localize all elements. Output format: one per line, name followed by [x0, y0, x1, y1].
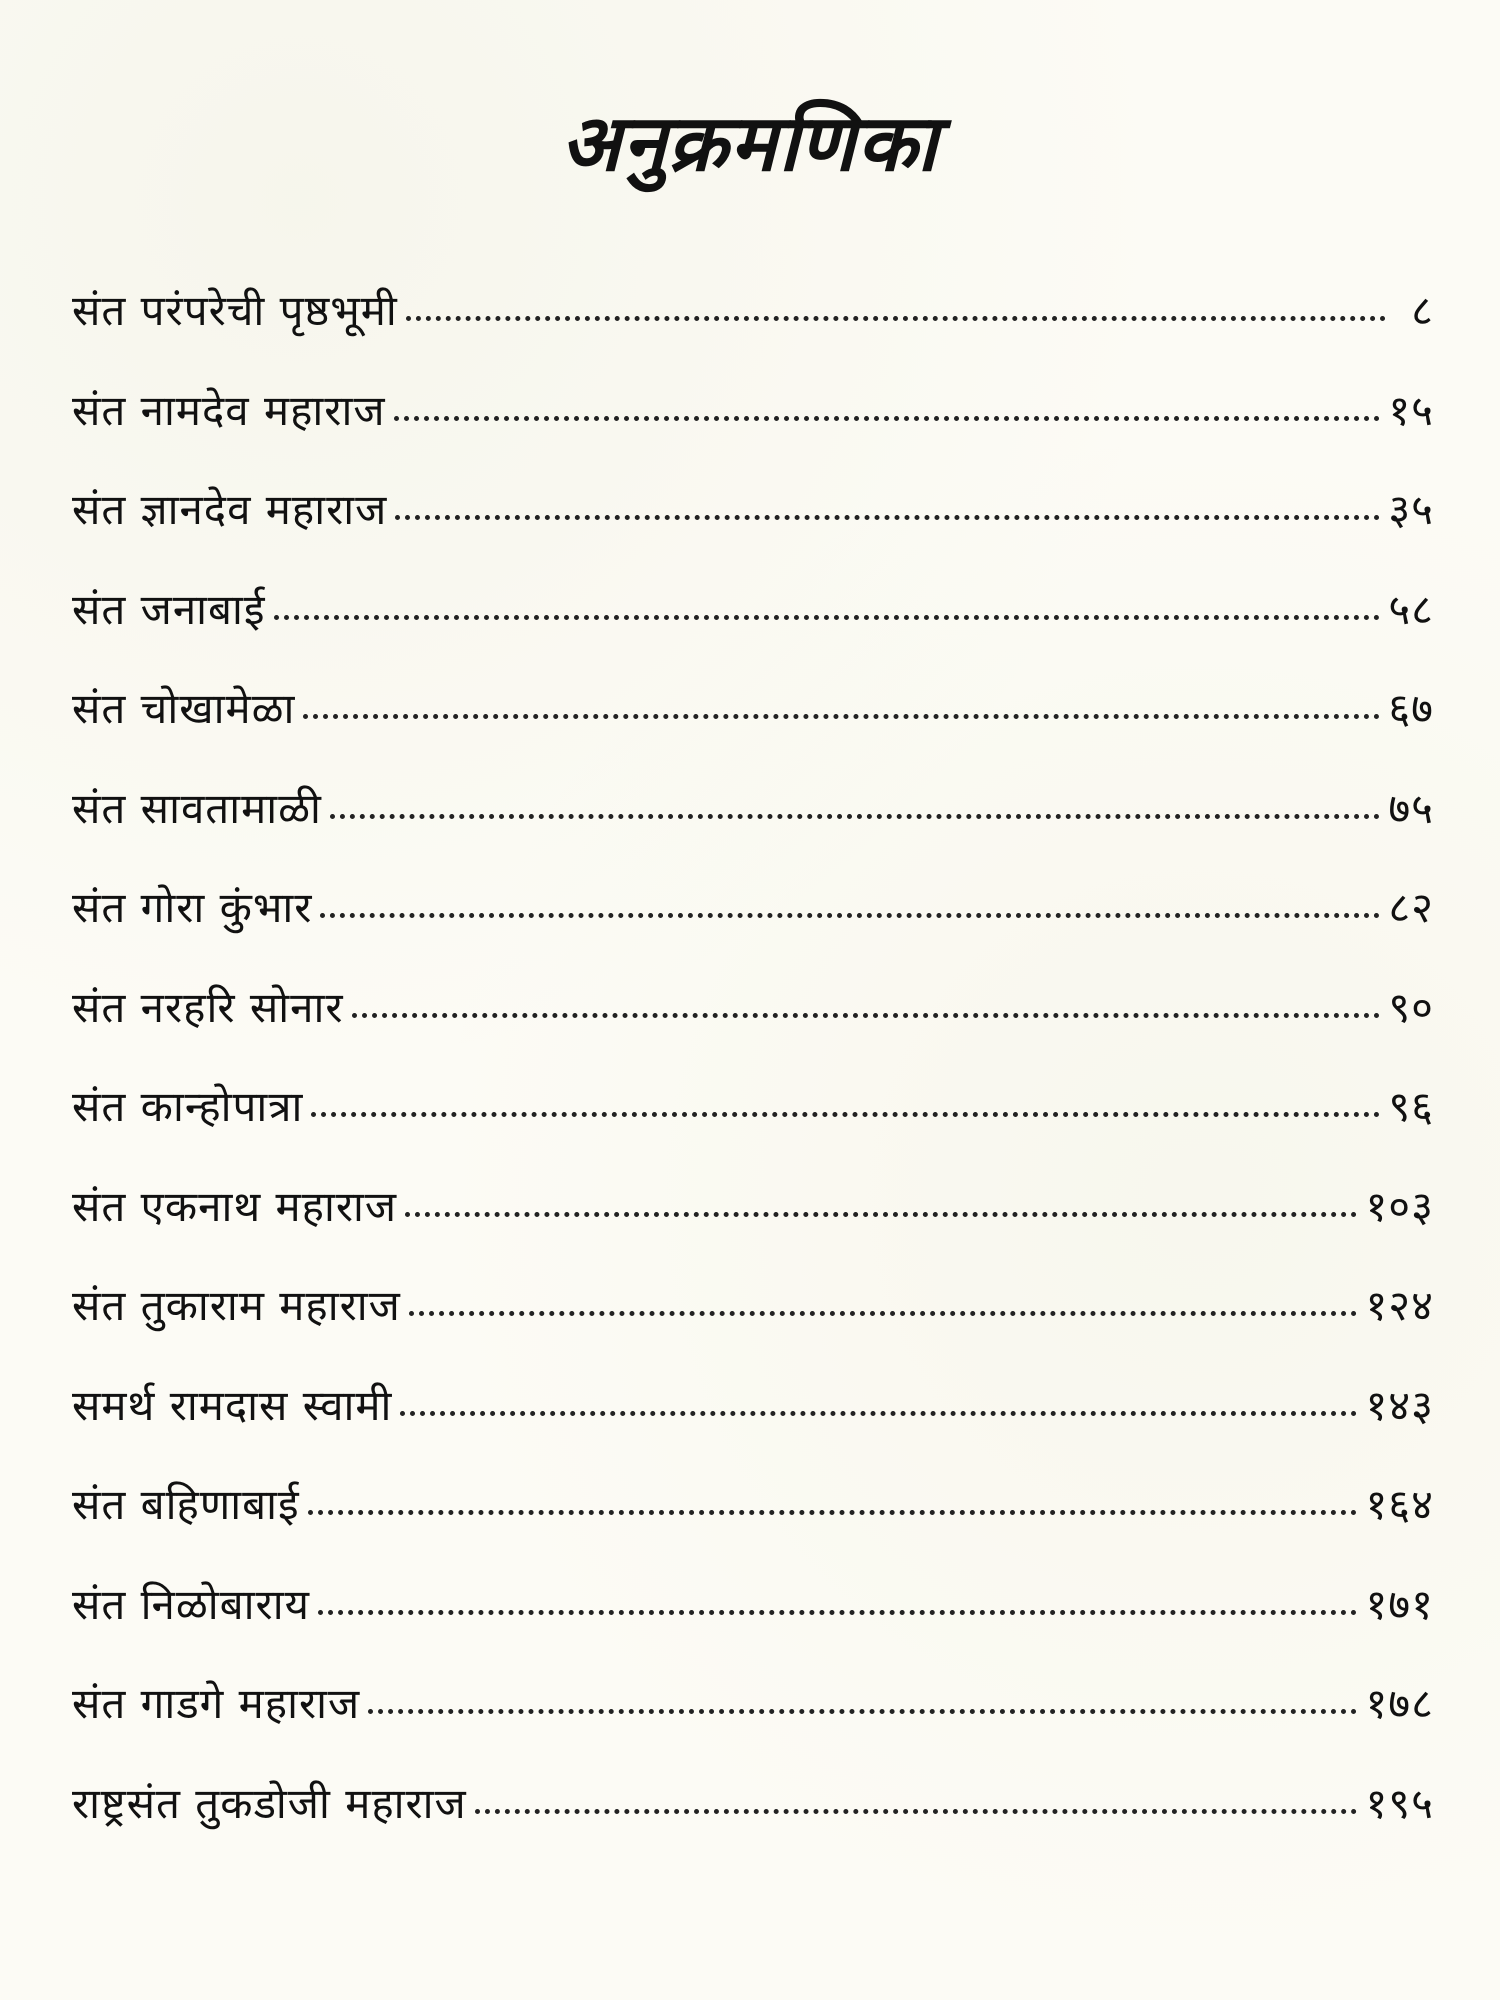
toc-entry: [72, 1480, 1434, 1584]
toc-page-number: १७८: [1365, 1679, 1434, 1728]
toc-entry: [72, 485, 1434, 589]
toc-entry: [72, 1082, 1434, 1186]
toc-entry-title: संत कान्होपात्रा: [72, 1082, 304, 1131]
dot-leader: [320, 913, 1380, 918]
toc-page-number: १२४: [1365, 1281, 1434, 1330]
table-of-contents: [72, 286, 1434, 1882]
dot-leader: [395, 515, 1380, 520]
toc-entry-title: संत जनाबाई: [72, 584, 266, 634]
toc-entry-title: संत गाडगे महाराज: [72, 1679, 361, 1728]
dot-leader: [274, 615, 1381, 620]
toc-page-number: १०३: [1365, 1181, 1434, 1231]
dot-leader: [308, 1510, 1358, 1515]
dot-leader: [400, 1411, 1357, 1416]
toc-page-number: ८: [1411, 286, 1434, 335]
dot-leader: [303, 714, 1380, 719]
toc-entry-title: संत ज्ञानदेव महाराज: [72, 485, 388, 534]
toc-page-number: ३५: [1388, 485, 1434, 534]
toc-entry-title: संत तुकाराम महाराज: [72, 1281, 401, 1330]
dot-leader: [409, 1311, 1358, 1316]
dot-leader: [311, 1112, 1380, 1117]
toc-entry: [72, 1778, 1434, 1883]
toc-entry-title: समर्थ रामदास स्वामी: [72, 1380, 393, 1430]
toc-page-number: ८२: [1388, 883, 1434, 932]
toc-page-number: १५: [1388, 385, 1434, 435]
dot-leader: [318, 1610, 1358, 1615]
toc-entry-title: संत चोखामेळा: [72, 684, 296, 733]
toc-page-number: ७५: [1388, 783, 1434, 833]
toc-entry-title: संत नरहरि सोनार: [72, 982, 344, 1032]
toc-page-number: १४३: [1365, 1380, 1434, 1430]
toc-entry-title: संत गोरा कुंभार: [72, 883, 313, 932]
page-title: अनुक्रमणिका: [560, 98, 940, 189]
dot-leader: [406, 316, 1386, 321]
toc-entry-title: संत बहिणाबाई: [72, 1480, 300, 1529]
dot-leader: [475, 1809, 1358, 1814]
toc-entry-title: संत सावतामाळी: [72, 783, 322, 833]
toc-page-number: ९६: [1388, 1082, 1434, 1131]
dot-leader: [330, 814, 1380, 819]
toc-page-number: ६७: [1388, 684, 1434, 733]
toc-entry: [72, 1380, 1434, 1485]
dot-leader: [405, 1212, 1357, 1217]
toc-entry-title: संत नामदेव महाराज: [72, 385, 386, 435]
toc-entry: [72, 1181, 1434, 1286]
toc-entry: [72, 783, 1434, 888]
toc-entry: [72, 1679, 1434, 1783]
toc-entry: [72, 584, 1434, 689]
toc-entry: [72, 1281, 1434, 1385]
toc-entry: [72, 883, 1434, 987]
toc-entry: [72, 684, 1434, 788]
toc-entry: [72, 286, 1434, 390]
toc-entry-title: संत एकनाथ महाराज: [72, 1181, 398, 1231]
toc-page-number: १९५: [1365, 1778, 1434, 1828]
toc-entry: [72, 385, 1434, 490]
toc-entry: [72, 1579, 1434, 1684]
dot-leader: [352, 1013, 1381, 1018]
toc-entry-title: संत निळोबाराय: [72, 1579, 310, 1629]
dot-leader: [394, 416, 1381, 421]
toc-entry-title: संत परंपरेची पृष्ठभूमी: [72, 286, 398, 335]
toc-page-number: ९०: [1388, 982, 1434, 1032]
toc-page-number: १६४: [1365, 1480, 1434, 1529]
dot-leader: [368, 1709, 1357, 1714]
toc-entry-title: राष्ट्रसंत तुकडोजी महाराज: [72, 1778, 467, 1828]
toc-page-number: ५८: [1388, 584, 1434, 634]
toc-entry: [72, 982, 1434, 1087]
toc-page-number: १७१: [1365, 1579, 1434, 1629]
